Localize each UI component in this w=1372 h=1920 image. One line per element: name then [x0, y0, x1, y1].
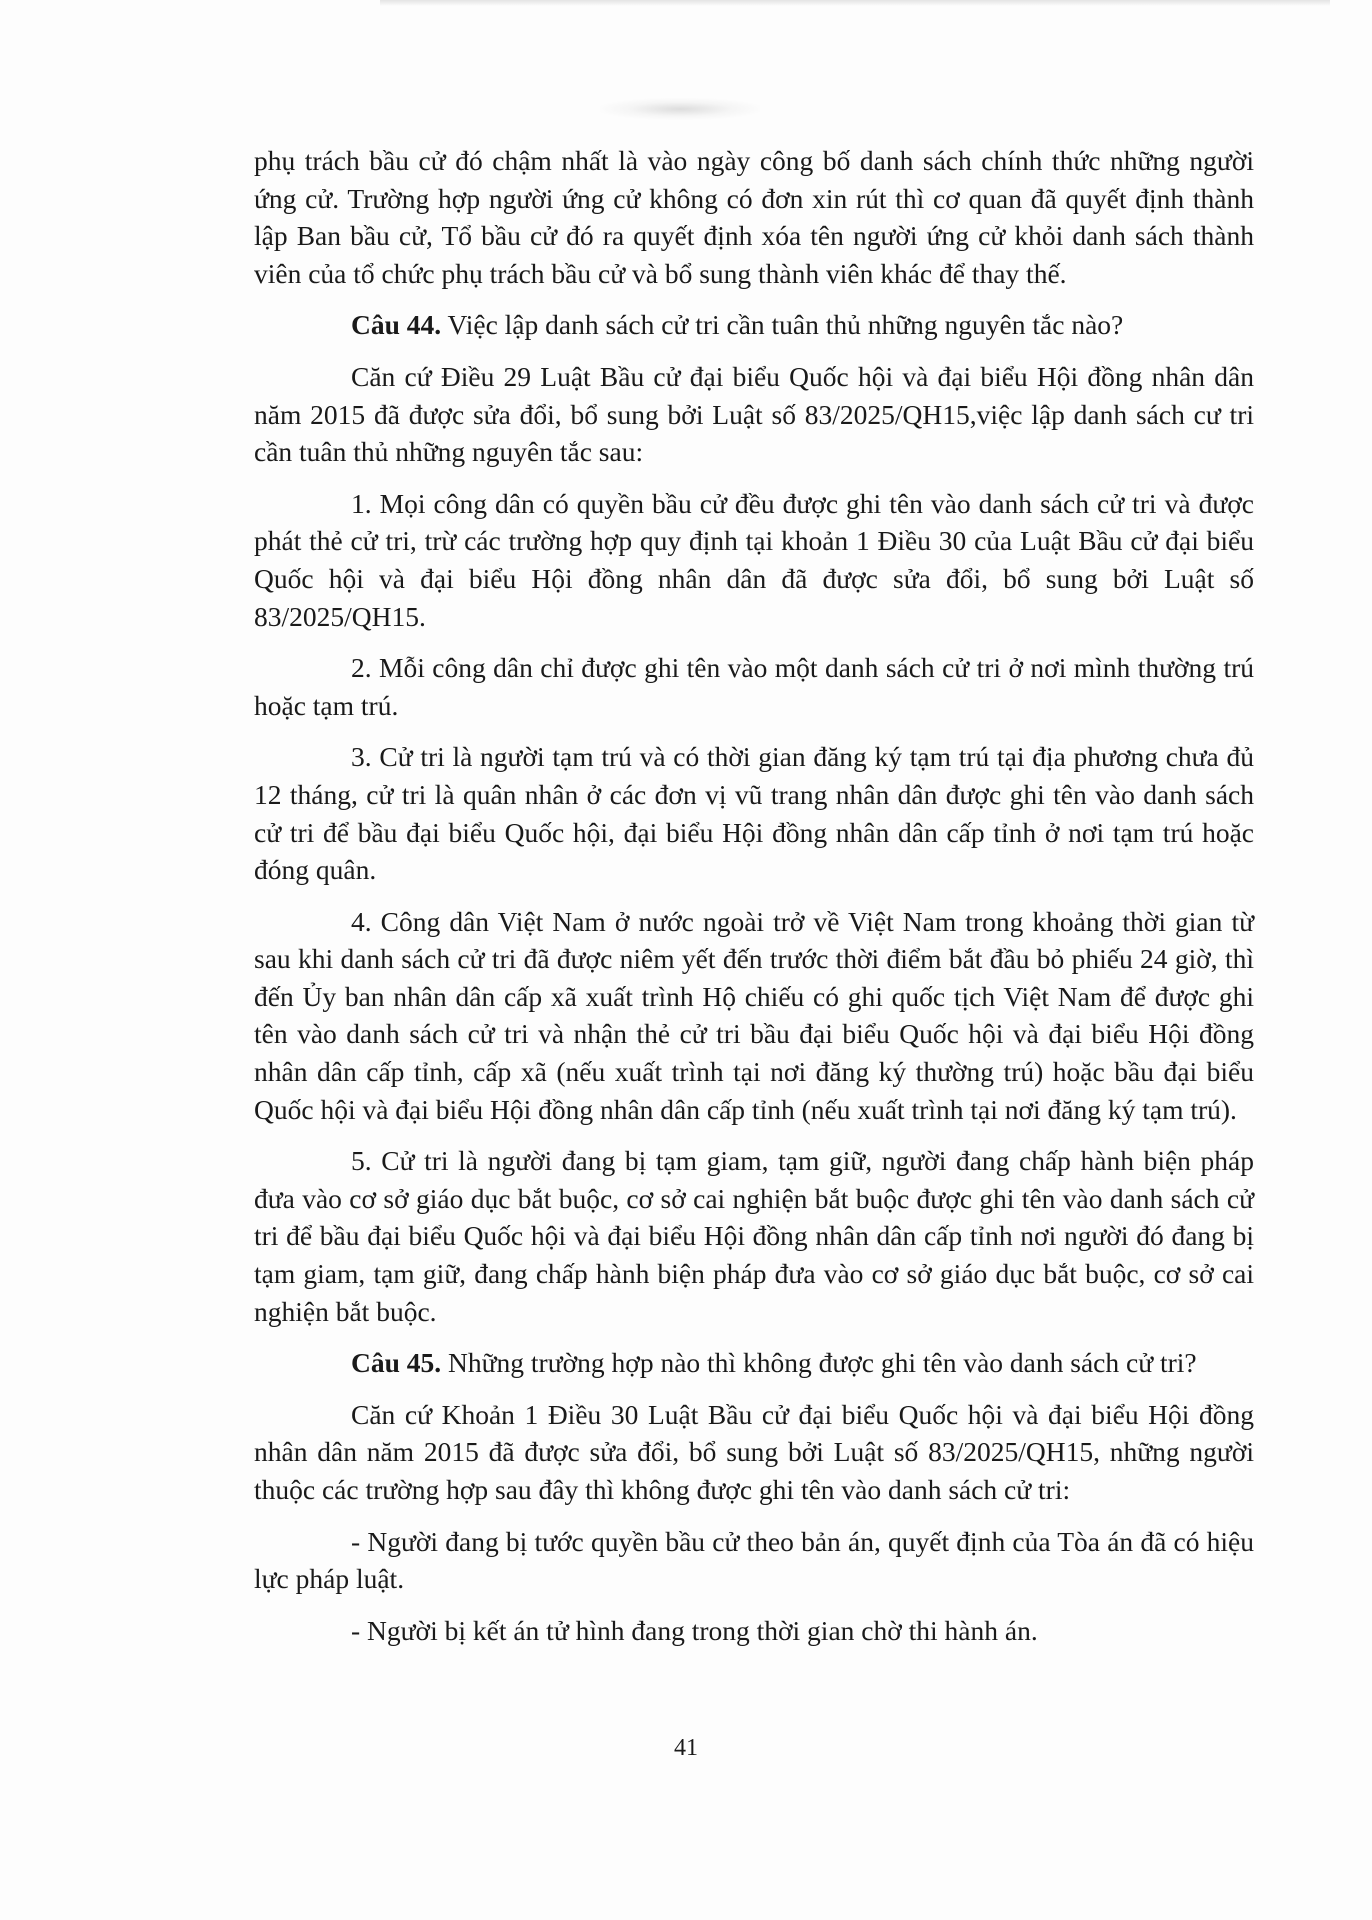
question-44: [254, 306, 1254, 344]
question-45: [254, 1344, 1254, 1382]
question-44-label: Câu 44.: [351, 309, 442, 341]
question-44-text: Việc lập danh sách cử tri cần tuân thủ những nguyên tắc nào?: [441, 309, 1124, 341]
scan-artifact: [600, 98, 760, 120]
page-number: 41: [674, 1735, 698, 1761]
question-44-item: 3. Cử tri là người tạm trú và có thời gian đăng ký tạm trú tại địa phương chưa đủ 12 tháng, cử tri là quân nhân ở các đơn vị vũ trang nhân dân được ghi tên vào danh sách cử tri để bầu đại biểu Quốc hội, đại biểu Hội đồng nhân dân cấp tỉnh ở nơi tạm trú hoặc đóng quân.: [254, 741, 1254, 886]
document-body: [254, 142, 1254, 1663]
question-44-item: 1. Mọi công dân có quyền bầu cử đều được ghi tên vào danh sách cử tri và được phát thẻ cử tri, trừ các trường hợp quy định tại khoản 1 Điều 30 của Luật Bầu cử đại biểu Quốc hội và đại biểu Hội đồng nhân dân đã được sửa đổi, bổ sung bởi Luật số 83/2025/QH15.: [254, 487, 1254, 632]
question-45-text: Những trường hợp nào thì không được ghi tên vào danh sách cử tri?: [441, 1347, 1197, 1379]
question-44-intro: Căn cứ Điều 29 Luật Bầu cử đại biểu Quốc hội và đại biểu Hội đồng nhân dân năm 2015 đã được sửa đổi, bổ sung bởi Luật số 83/2025/QH15,việc lập danh sách cư tri cần tuân thủ những nguyên tắc sau:: [254, 360, 1254, 468]
question-45-label: Câu 45.: [351, 1347, 442, 1379]
question-44-item: 2. Mỗi công dân chỉ được ghi tên vào một danh sách cử tri ở nơi mình thường trú hoặc tạm trú.: [254, 652, 1254, 721]
question-45-item: - Người bị kết án tử hình đang trong thời gian chờ thi hành án.: [351, 1614, 1038, 1646]
continuation-paragraph: phụ trách bầu cử đó chậm nhất là vào ngày công bố danh sách chính thức những người ứng cử. Trường hợp người ứng cử không có đơn xin rút thì cơ quan đã quyết định thành lập Ban bầu cử, Tổ bầu cử đó ra quyết định xóa tên người ứng cử khỏi danh sách thành viên của tổ chức phụ trách bầu cử và bổ sung thành viên khác để thay thế.: [254, 145, 1254, 289]
question-44-item: 5. Cử tri là người đang bị tạm giam, tạm giữ, người đang chấp hành biện pháp đưa vào cơ sở giáo dục bắt buộc, cơ sở cai nghiện bắt buộc được ghi tên vào danh sách cử tri để bầu đại biểu Quốc hội và đại biểu Hội đồng nhân dân cấp tỉnh nơi người đó đang bị tạm giam, tạm giữ, đang chấp hành biện pháp đưa vào cơ sở giáo dục bắt buộc, cơ sở cai nghiện bắt buộc.: [254, 1145, 1254, 1327]
question-45-intro: Căn cứ Khoản 1 Điều 30 Luật Bầu cử đại biểu Quốc hội và đại biểu Hội đồng nhân dân năm 2015 đã được sửa đổi, bổ sung bởi Luật số 83/2025/QH15, những người thuộc các trường hợp sau đây thì không được ghi tên vào danh sách cử tri:: [254, 1398, 1254, 1505]
scan-artifact: [380, 0, 1330, 6]
question-45-item: - Người đang bị tước quyền bầu cử theo bản án, quyết định của Tòa án đã có hiệu lực pháp luật.: [254, 1525, 1254, 1595]
question-44-item: 4. Công dân Việt Nam ở nước ngoài trở về Việt Nam trong khoảng thời gian từ sau khi danh sách cử tri đã được niêm yết đến trước thời điểm bắt đầu bỏ phiếu 24 giờ, thì đến Ủy ban nhân dân cấp xã xuất trình Hộ chiếu có ghi quốc tịch Việt Nam để được ghi tên vào danh sách cử tri và nhận thẻ cử tri bầu đại biểu Quốc hội và đại biểu Hội đồng nhân dân cấp tỉnh, cấp xã (nếu xuất trình tại nơi đăng ký thường trú) hoặc bầu đại biểu Quốc hội và đại biểu Hội đồng nhân dân cấp tỉnh (nếu xuất trình tại nơi đăng ký tạm trú).: [254, 905, 1254, 1125]
